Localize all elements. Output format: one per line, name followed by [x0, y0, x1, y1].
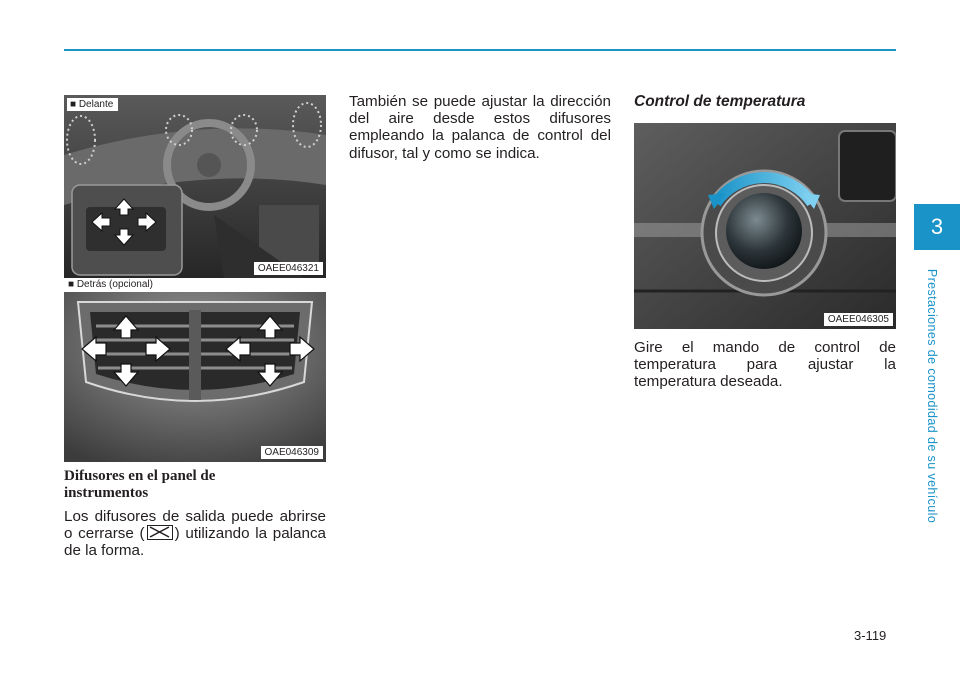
front-vents-figure [64, 95, 326, 278]
temperature-paragraph: Gire el mando de control de temperatura para ajustar la temperatura deseada. [634, 339, 896, 391]
temp-figure-code: OAEE046305 [824, 313, 893, 326]
vents-paragraph-part1: Los difusores de salida puede abrirse o cerrarse ( [64, 508, 326, 543]
vents-heading: Difusores en el panel de instrumentos [64, 468, 216, 501]
direction-paragraph: También se puede ajustar la dirección del aire desde estos difusores empleando la palanca de control del difusor, tal y como se indica. [349, 93, 611, 162]
top-rule [64, 49, 896, 51]
chapter-number-tab: 3 [914, 204, 960, 250]
temperature-knob-figure [634, 123, 896, 329]
temperature-heading: Control de temperatura [634, 93, 806, 110]
page-number: 3-119 [854, 628, 887, 643]
chapter-side-title [904, 256, 960, 536]
closed-vent-icon [147, 525, 173, 540]
front-figure-label: ■ Delante [67, 98, 118, 111]
rear-figure-label: ■ Detrás (opcional) [68, 279, 153, 290]
front-figure-code: OAEE046321 [254, 262, 323, 275]
vents-paragraph [64, 508, 326, 560]
dashboard-illustration [64, 95, 326, 278]
vents-paragraph-part2: ) utilizando la palanca de la forma. [64, 525, 326, 560]
chapter-title-text: Prestaciones de comodidad de su vehículo [925, 268, 939, 524]
rear-figure-code: OAE046309 [261, 446, 324, 459]
rear-console-illustration [64, 292, 326, 462]
rear-vents-figure [64, 292, 326, 462]
temperature-knob-illustration [634, 123, 896, 329]
